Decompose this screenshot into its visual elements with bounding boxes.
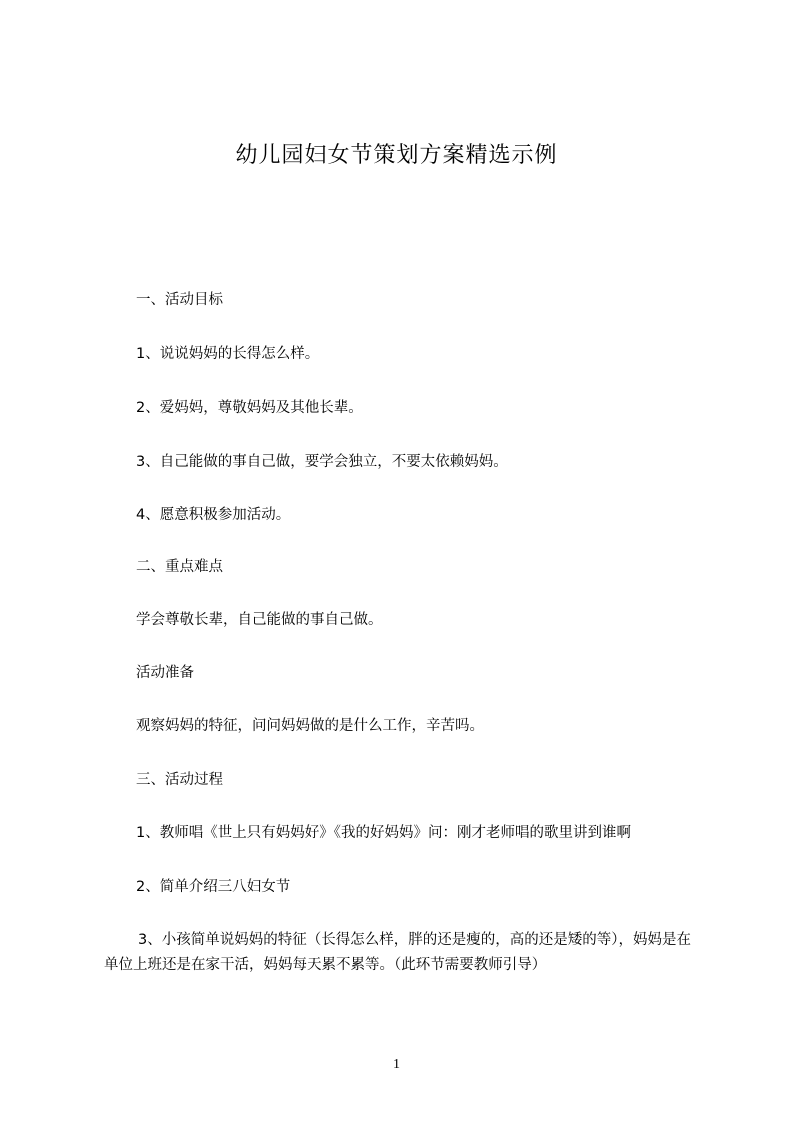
goal-item-4: 4、愿意积极参加活动。 xyxy=(136,507,291,523)
document-title: 幼儿园妇女节策划方案精选示例 xyxy=(235,143,558,168)
page-number: 1 xyxy=(393,1057,400,1072)
key-points-text: 学会尊敬长辈，自己能做的事自己做。 xyxy=(136,612,383,628)
heading-activity-goals: 一、活动目标 xyxy=(136,292,223,308)
heading-preparation: 活动准备 xyxy=(136,665,194,681)
goal-item-2: 2、爱妈妈，尊敬妈妈及其他长辈。 xyxy=(136,400,363,416)
process-item-1: 1、教师唱《世上只有妈妈好》《我的好妈妈》问：刚才老师唱的歌里讲到谁啊 xyxy=(136,825,631,841)
heading-key-points: 二、重点难点 xyxy=(136,559,223,575)
preparation-text: 观察妈妈的特征，问问妈妈做的是什么工作，辛苦吗。 xyxy=(136,718,484,734)
goal-item-3: 3、自己能做的事自己做，要学会独立，不要太依赖妈妈。 xyxy=(136,454,508,470)
process-item-2: 2、简单介绍三八妇女节 xyxy=(136,879,291,895)
heading-activity-process: 三、活动过程 xyxy=(136,772,223,788)
goal-item-1: 1、说说妈妈的长得怎么样。 xyxy=(136,346,320,362)
process-item-3: 3、小孩简单说妈妈的特征（长得怎么样，胖的还是瘦的，高的还是矮的等），妈妈是在单位上班还是在家干活，妈妈每天累不累等。（此环节需要教师引导） xyxy=(104,932,691,973)
